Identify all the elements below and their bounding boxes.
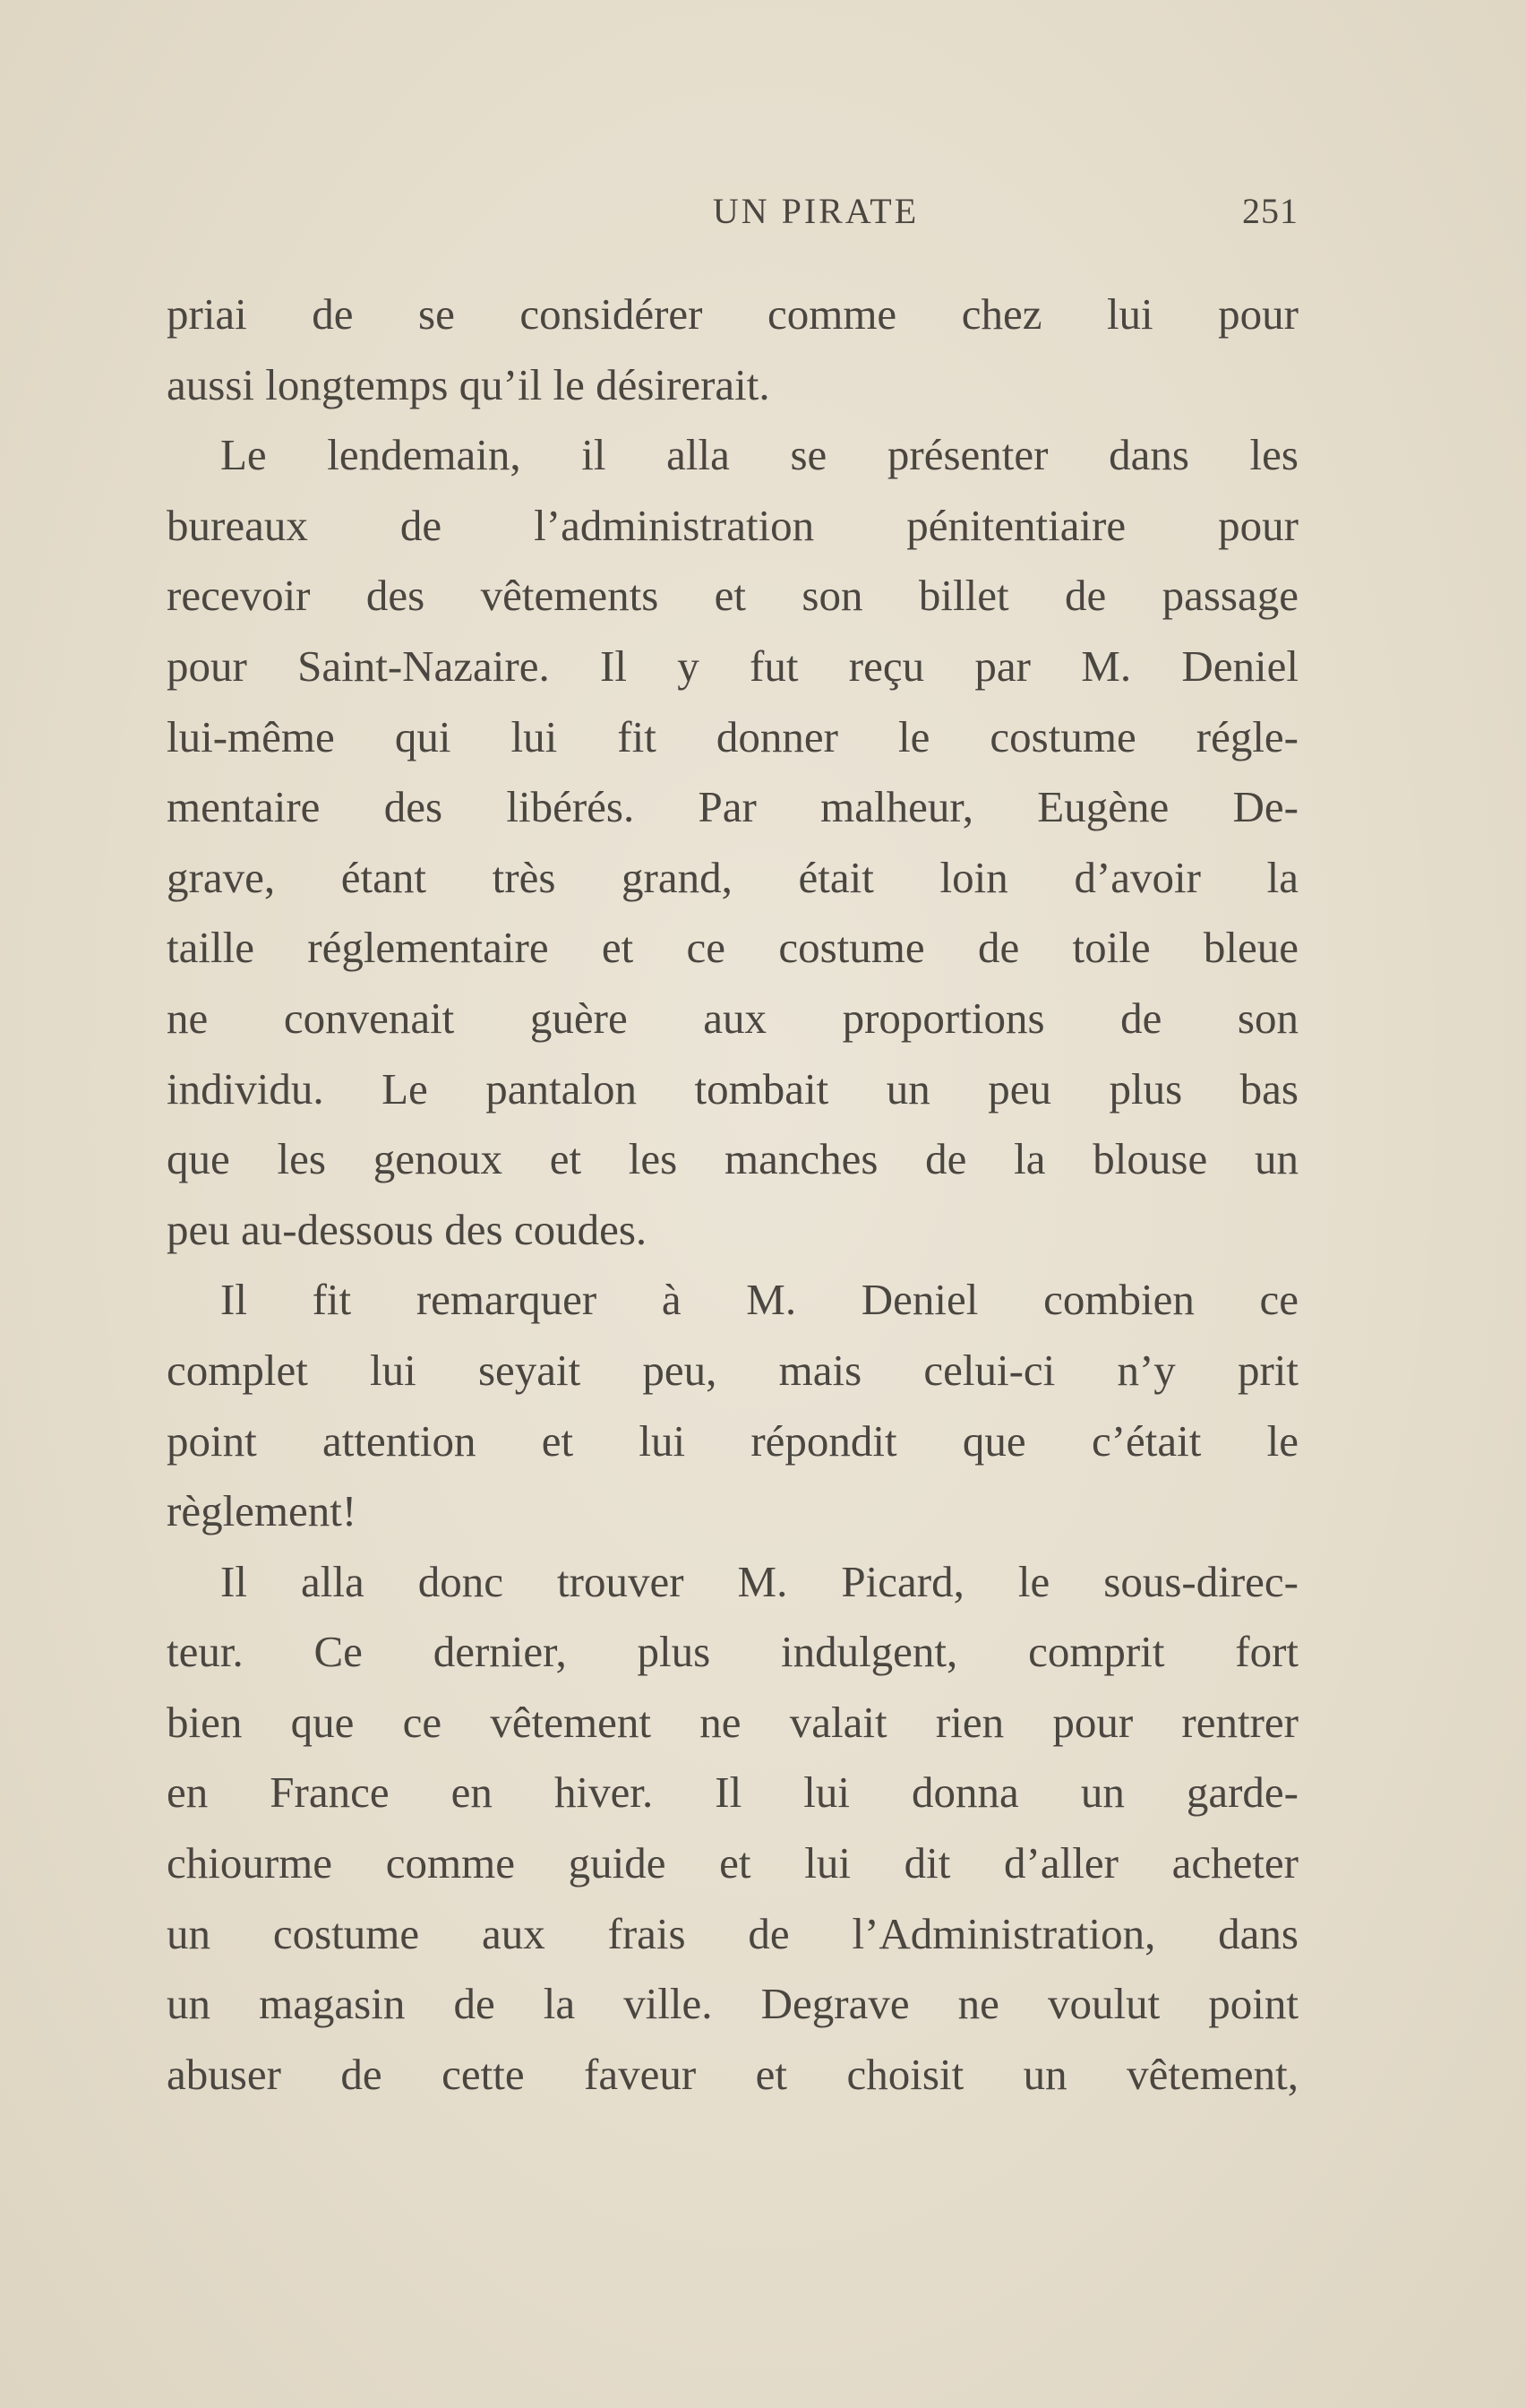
- text-line: en France en hiver. Il lui donna un garde-: [167, 1767, 1299, 1818]
- text-line: un magasin de la ville. Degrave ne voulut point: [167, 1979, 1299, 2029]
- running-title: UN PIRATE: [712, 191, 920, 231]
- text-line: que les genoux et les manches de la blouse un: [167, 1134, 1299, 1184]
- text-line: bien que ce vêtement ne valait rien pour rentrer: [167, 1697, 1299, 1747]
- running-head: [167, 185, 1299, 238]
- text-line: individu. Le pantalon tombait un peu plus bas: [167, 1063, 1299, 1114]
- text-line: bureaux de l’administration pénitentiaire pour: [167, 500, 1299, 550]
- text-line: recevoir des vêtements et son billet de passage: [167, 571, 1299, 621]
- text-line: un costume aux frais de l’Administration, dans: [167, 1908, 1299, 1958]
- text-line: chiourme comme guide et lui dit d’aller acheter: [167, 1838, 1299, 1888]
- text-line: pour Saint-Nazaire. Il y fut reçu par M. Deniel: [167, 641, 1299, 691]
- text-line: priai de se considérer comme chez lui pour: [167, 289, 1299, 339]
- text-line: complet lui seyait peu, mais celui-ci n’y prit: [167, 1345, 1299, 1395]
- text-line: lui-même qui lui fit donner le costume régle-: [167, 711, 1299, 761]
- text-line: taille réglementaire et ce costume de toile bleue: [167, 923, 1299, 973]
- text-line: point attention et lui répondit que c’était le: [167, 1415, 1299, 1466]
- text-line: Il alla donc trouver M. Picard, le sous-direc-: [220, 1556, 1299, 1606]
- text-line: ne convenait guère aux proportions de son: [167, 993, 1299, 1043]
- text-line: Il fit remarquer à M. Deniel combien ce: [220, 1275, 1299, 1325]
- page-number: 251: [1242, 191, 1299, 231]
- text-line: abuser de cette faveur et choisit un vêtement,: [167, 2049, 1299, 2099]
- text-line: teur. Ce dernier, plus indulgent, comprit fort: [167, 1627, 1299, 1677]
- text-line: peu au-dessous des coudes.: [167, 1204, 647, 1254]
- text-line: règlement!: [167, 1486, 357, 1536]
- body-text: [167, 280, 1299, 2110]
- text-line: grave, étant très grand, était loin d’avoir la: [167, 852, 1299, 902]
- text-line: Le lendemain, il alla se présenter dans les: [220, 430, 1299, 480]
- text-line: aussi longtemps qu’il le désirerait.: [167, 359, 770, 409]
- text-line: mentaire des libérés. Par malheur, Eugène De-: [167, 782, 1299, 832]
